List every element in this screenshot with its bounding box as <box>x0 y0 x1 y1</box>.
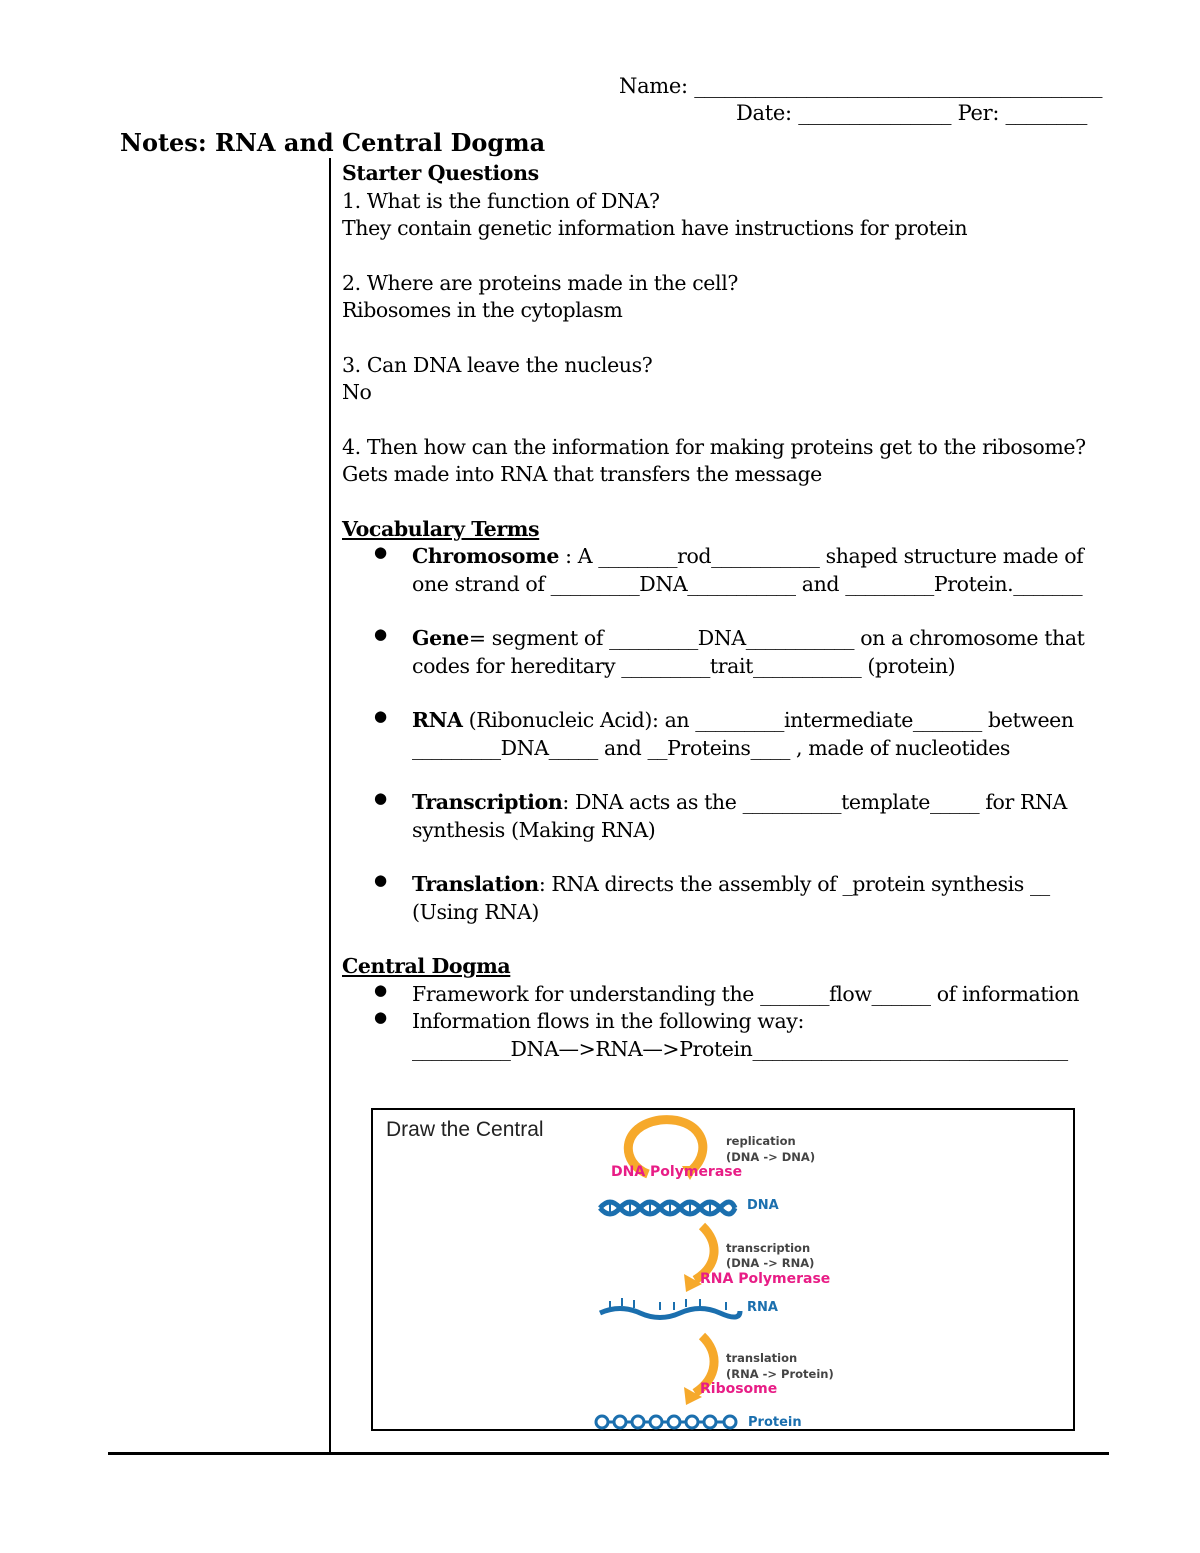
vocab-def-line2: one strand of _________DNA___________ and _________Protein._______ <box>412 571 1083 596</box>
answer-4: Gets made into RNA that transfers the message <box>342 462 822 486</box>
dogma-item <box>342 981 1102 1009</box>
translation-label: translation <box>726 1351 798 1365</box>
vocab-def-line1: = segment of _________DNA___________ on a chromosome that <box>468 626 1085 650</box>
name-field <box>619 74 1102 98</box>
vocab-item-rna <box>342 707 1102 762</box>
vocab-def-line2: (Using RNA) <box>412 899 539 924</box>
vocab-term: Chromosome <box>412 544 560 568</box>
date-blank[interactable]: _______________ <box>798 101 952 125</box>
rna-strand-icon <box>600 1298 740 1318</box>
dna-helix-icon <box>600 1201 735 1215</box>
bullet-icon: ● <box>374 543 387 561</box>
date-per-field <box>736 101 1087 125</box>
bullet-icon: ● <box>374 789 387 807</box>
vocab-def-line2: _________DNA_____ and __Proteins____ , made of nucleotides <box>412 735 1011 760</box>
bullet-icon: ● <box>374 707 387 725</box>
vocab-item-translation <box>342 871 1102 926</box>
page-title: Notes: RNA and Central Dogma <box>120 128 546 157</box>
vocab-def-line2: synthesis (Making RNA) <box>412 817 656 842</box>
rna-polymerase-label: RNA Polymerase <box>700 1271 831 1287</box>
per-blank[interactable]: ________ <box>1005 101 1088 125</box>
vocab-def-line2: codes for hereditary _________trait___________ (protein) <box>412 653 956 678</box>
dogma-text: Framework for understanding the _______flow______ of information <box>412 981 1080 1006</box>
vocab-term: RNA <box>412 708 463 732</box>
question-3: 3. Can DNA leave the nucleus? <box>342 352 653 377</box>
vocab-term: Transcription <box>412 790 563 814</box>
bullet-icon: ● <box>374 625 387 643</box>
vocab-item-gene <box>342 625 1102 680</box>
replication-sub-label: (DNA -> DNA) <box>726 1150 816 1164</box>
per-label: Per: <box>957 101 1000 125</box>
vocab-def-line1: : RNA directs the assembly of _protein synthesis __ <box>538 872 1050 896</box>
transcription-sub-label: (DNA -> RNA) <box>726 1256 815 1270</box>
date-label: Date: <box>736 101 792 125</box>
bullet-icon: ● <box>374 980 387 999</box>
question-2: 2. Where are proteins made in the cell? <box>342 270 738 295</box>
vocab-def-line1: : DNA acts as the __________template_____ for RNA <box>562 790 1067 814</box>
replication-label: replication <box>726 1134 796 1148</box>
dna-polymerase-label: DNA Polymerase <box>611 1164 743 1180</box>
name-label: Name: <box>619 74 688 98</box>
vocab-def-line1: (Ribonucleic Acid): an _________intermediate_______ between <box>462 708 1074 732</box>
answer-3: No <box>342 380 372 404</box>
notes-column <box>342 160 1102 1063</box>
vocab-item-transcription <box>342 789 1102 844</box>
vocab-item-chromosome <box>342 543 1102 598</box>
question-1: 1. What is the function of DNA? <box>342 188 660 213</box>
bullet-icon: ● <box>374 871 387 889</box>
transcription-label: transcription <box>726 1241 811 1255</box>
bottom-rule <box>108 1452 1109 1455</box>
rna-label: RNA <box>747 1300 778 1315</box>
vocab-def-line1: : A ________rod___________ shaped structure made of <box>559 544 1084 568</box>
dogma-text: Information flows in the following way: <box>412 1009 804 1033</box>
dna-label: DNA <box>747 1198 779 1213</box>
cornell-divider <box>329 158 331 1455</box>
dogma-item <box>342 1008 1102 1063</box>
dogma-list <box>342 981 1102 1064</box>
vocab-term: Gene <box>412 626 469 650</box>
dogma-flow-line: __________DNA—>RNA—>Protein________________________________ <box>412 1036 1068 1061</box>
starter-heading: Starter Questions <box>342 161 539 185</box>
translation-sub-label: (RNA -> Protein) <box>726 1367 834 1381</box>
ribosome-label: Ribosome <box>700 1381 778 1397</box>
vocab-heading: Vocabulary Terms <box>342 516 540 541</box>
vocab-term: Translation <box>412 872 539 896</box>
figure-caption: Draw the Central <box>386 1118 544 1141</box>
bullet-icon: ● <box>374 1008 387 1026</box>
protein-chain-icon <box>596 1416 736 1428</box>
answer-1: They contain genetic information have instructions for protein <box>342 216 968 240</box>
answer-2: Ribosomes in the cytoplasm <box>342 298 623 322</box>
question-4: 4. Then how can the information for making proteins get to the ribosome? <box>342 434 1086 459</box>
name-blank[interactable]: ________________________________________ <box>694 74 1103 98</box>
vocab-list <box>342 543 1102 926</box>
dogma-heading: Central Dogma <box>342 954 511 978</box>
protein-label: Protein <box>748 1415 802 1430</box>
